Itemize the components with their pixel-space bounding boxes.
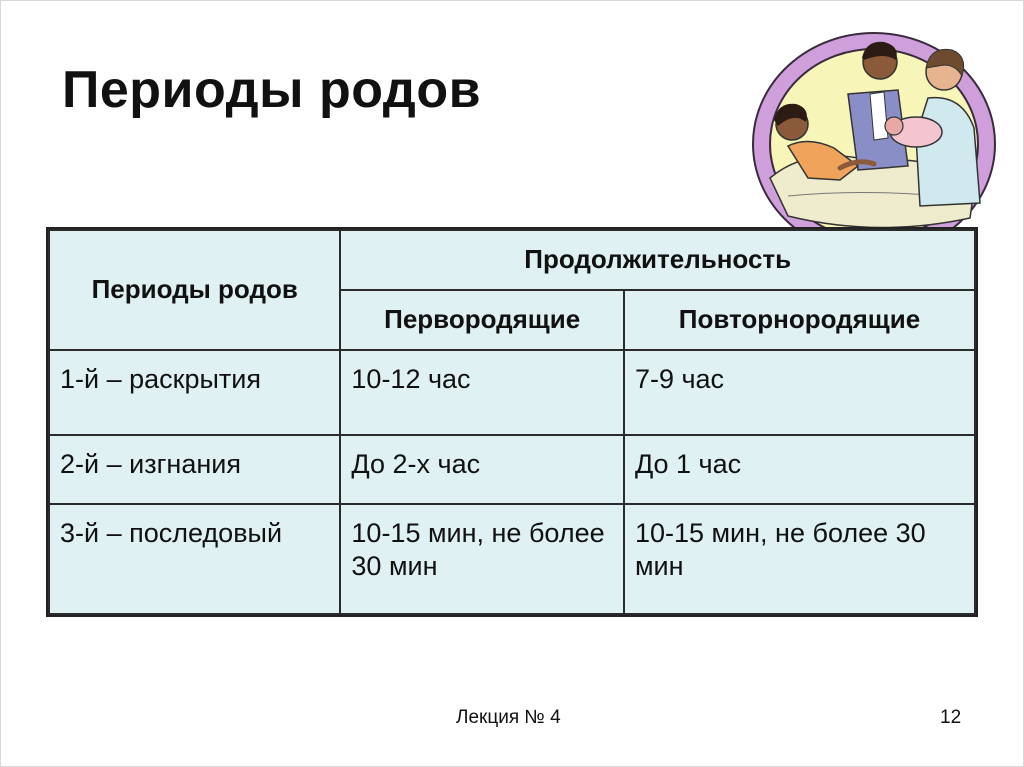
- table-row: [49, 504, 975, 614]
- period-cell: 2-й – изгнания: [49, 435, 340, 504]
- primiparous-cell: До 2-х час: [340, 435, 624, 504]
- header-primiparous: Первородящие: [340, 290, 624, 350]
- period-cell: 3-й – последовый: [49, 504, 340, 614]
- table-row: [49, 350, 975, 435]
- table-row: [49, 435, 975, 504]
- slide-title: Периоды родов: [62, 61, 482, 119]
- labor-periods-table: [48, 229, 976, 615]
- table-header-row: [49, 230, 975, 290]
- footer-lecture: Лекция № 4: [456, 707, 561, 728]
- header-multiparous: Повторнородящие: [624, 290, 975, 350]
- multiparous-cell: До 1 час: [624, 435, 975, 504]
- multiparous-cell: 7-9 час: [624, 350, 975, 435]
- primiparous-cell: 10-12 час: [340, 350, 624, 435]
- primiparous-cell: 10-15 мин, не более 30 мин: [340, 504, 624, 614]
- multiparous-cell: 10-15 мин, не более 30 мин: [624, 504, 975, 614]
- header-duration: Продолжительность: [340, 230, 975, 290]
- header-periods: Периоды родов: [49, 230, 340, 350]
- period-cell: 1-й – раскрытия: [49, 350, 340, 435]
- page-number: 12: [940, 707, 962, 728]
- family-newborn-clipart-icon: [748, 28, 1000, 260]
